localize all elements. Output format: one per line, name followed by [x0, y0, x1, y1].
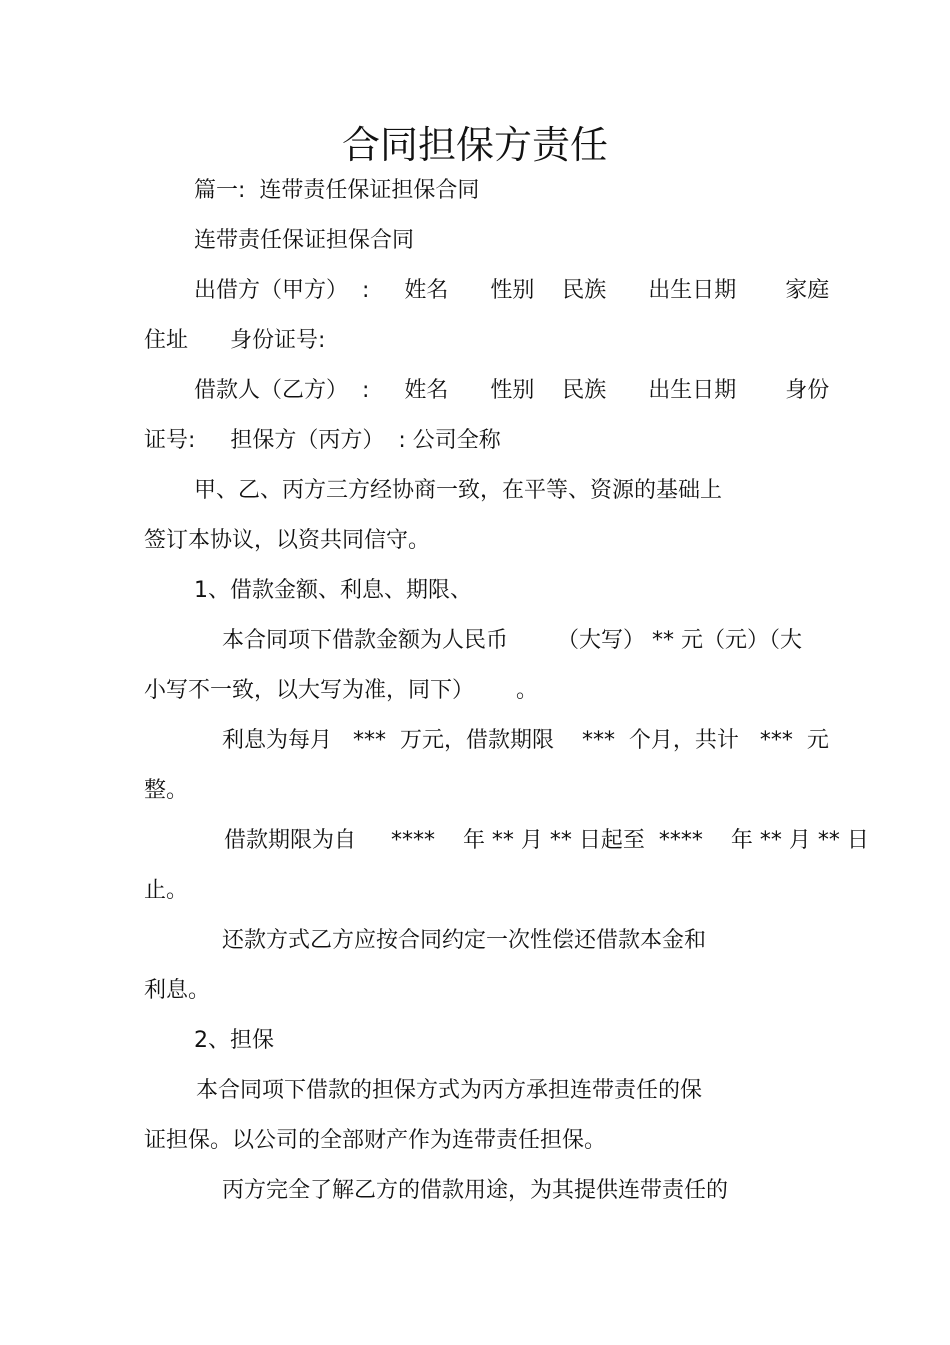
lender-line: 出借方（甲方） : 姓名 性别 民族 出生日期 家庭	[194, 278, 830, 303]
guarantee-line-cont: 证担保。以公司的全部财产作为连带责任担保。	[144, 1128, 607, 1153]
lender-line-cont: 住址 身份证号:	[144, 328, 326, 353]
loan-term-line: 借款期限为自 **** 年 ** 月 ** 日起至 **** 年 ** 月 ** 日	[224, 828, 869, 853]
clause-2-heading: 2、担保	[194, 1028, 274, 1053]
borrower-line-cont: 证号: 担保方（丙方） : 公司全称	[144, 428, 501, 453]
clause-1-heading: 1、借款金额、利息、期限、	[194, 578, 472, 603]
interest-line: 利息为每月 *** 万元，借款期限 *** 个月，共计 *** 元	[222, 728, 829, 753]
section-heading-1: 篇一: 连带责任保证担保合同	[194, 178, 480, 203]
interest-line-cont: 整。	[144, 778, 189, 803]
contract-name: 连带责任保证担保合同	[194, 228, 415, 253]
guarantee-line: 本合同项下借款的担保方式为丙方承担连带责任的保	[196, 1078, 703, 1103]
loan-term-line-cont: 止。	[144, 878, 189, 903]
document-title: 合同担保方责任	[341, 123, 608, 167]
agreement-paragraph: 甲、乙、丙方三方经协商一致，在平等、资源的基础上	[194, 478, 723, 503]
loan-amount-line-cont: 小写不一致，以大写为准，同下） 。	[144, 678, 538, 703]
borrower-line: 借款人（乙方） : 姓名 性别 民族 出生日期 身份	[194, 378, 830, 403]
agreement-paragraph-cont: 签订本协议，以资共同信守。	[144, 528, 431, 553]
guarantor-line: 丙方完全了解乙方的借款用途，为其提供连带责任的	[222, 1178, 729, 1203]
repayment-line: 还款方式乙方应按合同约定一次性偿还借款本金和	[222, 928, 707, 953]
loan-amount-line: 本合同项下借款金额为人民币 （大写） ** 元（元）（大	[222, 628, 802, 653]
repayment-line-cont: 利息。	[144, 978, 211, 1003]
